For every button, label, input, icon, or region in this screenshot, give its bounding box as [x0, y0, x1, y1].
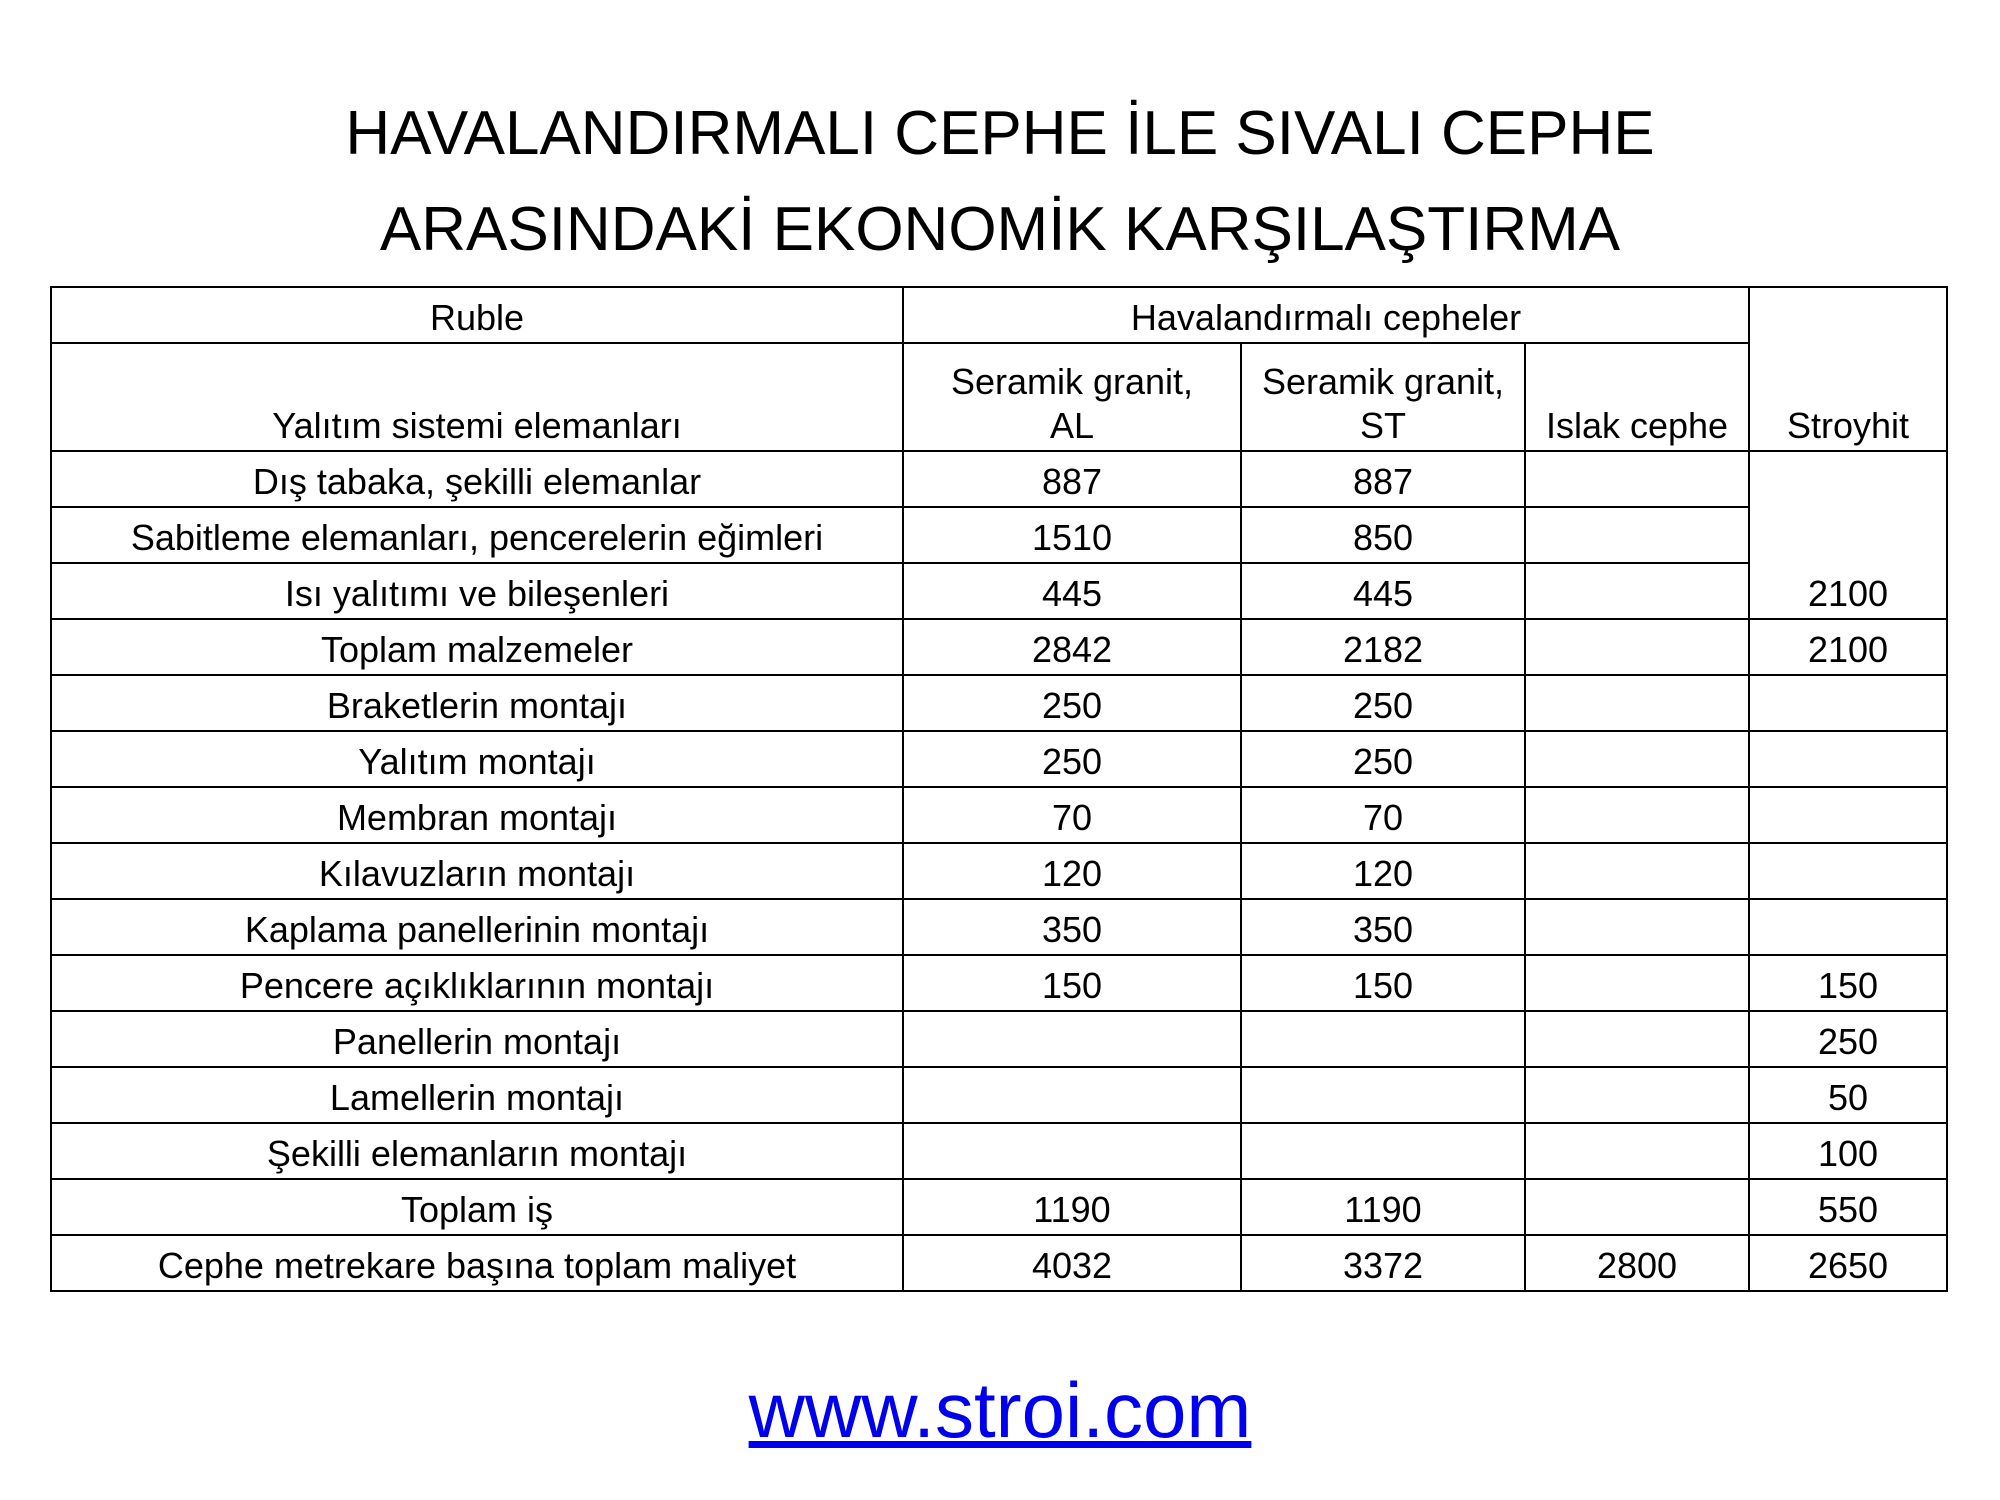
cell-al: 445	[903, 563, 1241, 619]
cell-islak	[1525, 1179, 1749, 1235]
cell-al: 250	[903, 731, 1241, 787]
row-label: Kılavuzların montajı	[51, 843, 903, 899]
cell-st: 2182	[1241, 619, 1525, 675]
cell-stroyhit	[1749, 787, 1947, 843]
title-line-1: HAVALANDIRMALI CEPHE İLE SIVALI CEPHE	[345, 99, 1655, 168]
cell-al: 1510	[903, 507, 1241, 563]
cell-islak	[1525, 955, 1749, 1011]
cell-islak	[1525, 451, 1749, 507]
cell-stroyhit-materials: 2100	[1749, 451, 1947, 619]
cell-al: 4032	[903, 1235, 1241, 1291]
table-row	[51, 507, 1947, 563]
row-label: Sabitleme elemanları, pencerelerin eğimleri	[51, 507, 903, 563]
cell-st: 250	[1241, 675, 1525, 731]
cell-islak	[1525, 675, 1749, 731]
cell-st: 1190	[1241, 1179, 1525, 1235]
cell-islak	[1525, 507, 1749, 563]
cell-islak	[1525, 899, 1749, 955]
cell-islak	[1525, 1011, 1749, 1067]
table-row	[51, 731, 1947, 787]
header-col-al-line2: AL	[1049, 405, 1095, 446]
cell-islak: 2800	[1525, 1235, 1749, 1291]
cell-st: 250	[1241, 731, 1525, 787]
header-col-st	[1241, 343, 1525, 451]
header-stroyhit: Stroyhit	[1749, 287, 1947, 451]
cell-stroyhit: 2650	[1749, 1235, 1947, 1291]
cell-st	[1241, 1011, 1525, 1067]
cell-al: 120	[903, 843, 1241, 899]
header-col-islak: Islak cephe	[1525, 343, 1749, 451]
cell-stroyhit: 100	[1749, 1123, 1947, 1179]
row-label: Membran montajı	[51, 787, 903, 843]
cell-al: 70	[903, 787, 1241, 843]
table-row	[51, 1235, 1947, 1291]
cell-st	[1241, 1067, 1525, 1123]
cell-stroyhit: 50	[1749, 1067, 1947, 1123]
header-col-al	[903, 343, 1241, 451]
cell-islak	[1525, 563, 1749, 619]
cell-al	[903, 1067, 1241, 1123]
cell-islak	[1525, 1067, 1749, 1123]
table-row	[51, 675, 1947, 731]
cell-st: 3372	[1241, 1235, 1525, 1291]
row-label: Yalıtım montajı	[51, 731, 903, 787]
table-row	[51, 1123, 1947, 1179]
cell-st: 445	[1241, 563, 1525, 619]
table-row	[51, 899, 1947, 955]
table-row	[51, 1067, 1947, 1123]
footer	[0, 1360, 2000, 1460]
page-title	[0, 86, 2000, 278]
cell-islak	[1525, 787, 1749, 843]
cell-al	[903, 1123, 1241, 1179]
header-ruble: Ruble	[51, 287, 903, 343]
cell-st	[1241, 1123, 1525, 1179]
cell-al: 150	[903, 955, 1241, 1011]
table-row	[51, 563, 1947, 619]
cell-islak	[1525, 731, 1749, 787]
title-line-2: ARASINDAKİ EKONOMİK KARŞILAŞTIRMA	[379, 195, 1621, 264]
table-row	[51, 955, 1947, 1011]
cell-al: 2842	[903, 619, 1241, 675]
row-label: Cephe metrekare başına toplam maliyet	[51, 1235, 903, 1291]
cell-stroyhit	[1749, 899, 1947, 955]
header-row-2	[51, 343, 1947, 451]
cell-islak	[1525, 619, 1749, 675]
row-label: Dış tabaka, şekilli elemanlar	[51, 451, 903, 507]
row-label: Lamellerin montajı	[51, 1067, 903, 1123]
row-label: Toplam malzemeler	[51, 619, 903, 675]
table-row	[51, 1179, 1947, 1235]
cell-st: 120	[1241, 843, 1525, 899]
cell-al	[903, 1011, 1241, 1067]
cell-islak	[1525, 843, 1749, 899]
header-col-al-line1: Seramik granit,	[950, 361, 1194, 402]
header-col-st-line2: ST	[1359, 405, 1406, 446]
table-row	[51, 451, 1947, 507]
cell-islak	[1525, 1123, 1749, 1179]
cell-st: 150	[1241, 955, 1525, 1011]
row-label: Panellerin montajı	[51, 1011, 903, 1067]
table-row	[51, 1011, 1947, 1067]
table-row	[51, 843, 1947, 899]
cell-al: 250	[903, 675, 1241, 731]
website-link[interactable]: www.stroi.com	[748, 1366, 1252, 1454]
cell-stroyhit	[1749, 843, 1947, 899]
cell-st: 70	[1241, 787, 1525, 843]
row-label: Toplam iş	[51, 1179, 903, 1235]
cell-stroyhit: 150	[1749, 955, 1947, 1011]
cell-st: 887	[1241, 451, 1525, 507]
row-label: Braketlerin montajı	[51, 675, 903, 731]
comparison-table	[50, 286, 1948, 1292]
cell-stroyhit: 2100	[1749, 619, 1947, 675]
row-label: Şekilli elemanların montajı	[51, 1123, 903, 1179]
header-row-label: Yalıtım sistemi elemanları	[51, 343, 903, 451]
row-label: Isı yalıtımı ve bileşenleri	[51, 563, 903, 619]
cell-al: 1190	[903, 1179, 1241, 1235]
cell-st: 350	[1241, 899, 1525, 955]
header-row-1	[51, 287, 1947, 343]
cell-al: 350	[903, 899, 1241, 955]
cell-al: 887	[903, 451, 1241, 507]
row-label: Pencere açıklıklarının montajı	[51, 955, 903, 1011]
cell-stroyhit	[1749, 675, 1947, 731]
header-col-st-line1: Seramik granit,	[1261, 361, 1505, 402]
cell-stroyhit	[1749, 731, 1947, 787]
table-row	[51, 619, 1947, 675]
cell-stroyhit: 550	[1749, 1179, 1947, 1235]
cell-st: 850	[1241, 507, 1525, 563]
table-row	[51, 787, 1947, 843]
row-label: Kaplama panellerinin montajı	[51, 899, 903, 955]
cell-stroyhit: 250	[1749, 1011, 1947, 1067]
header-ventilated-facades: Havalandırmalı cepheler	[903, 287, 1749, 343]
